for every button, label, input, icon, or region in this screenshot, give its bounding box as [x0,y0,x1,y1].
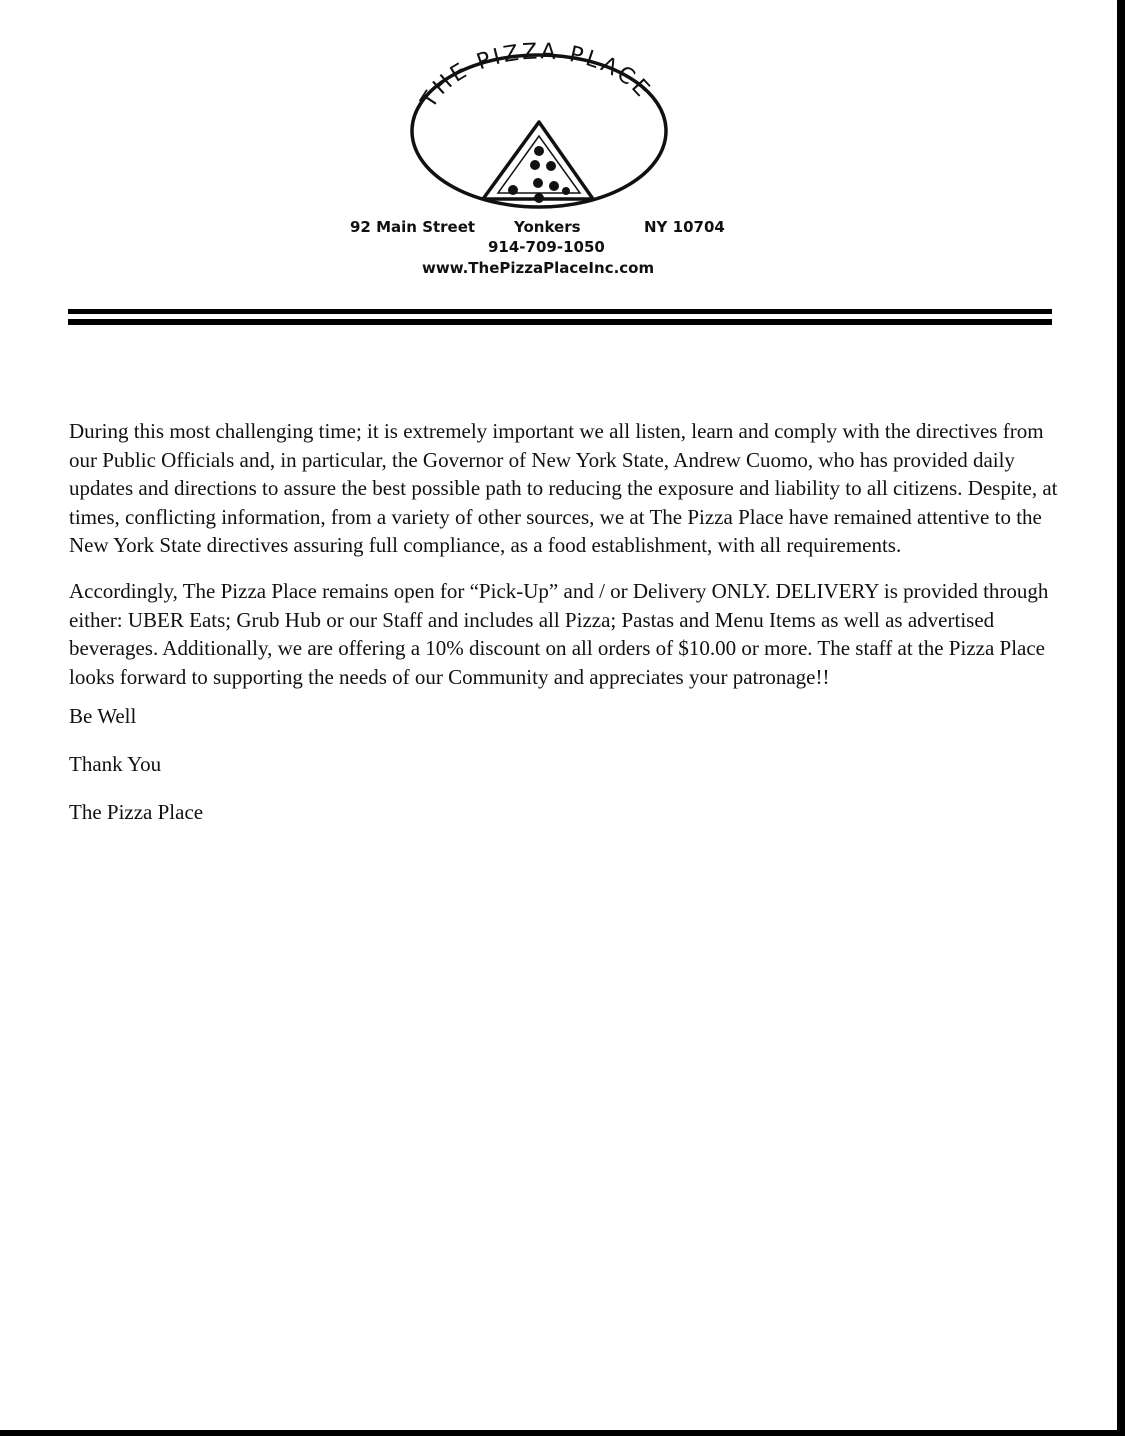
letter-body [69,417,1059,826]
state-zip: NY 10704 [644,218,725,236]
website-url: www.ThePizzaPlaceInc.com [422,259,655,277]
paragraph-directives: During this most challenging time; it is extremely important we all listen, learn and comply with the directives from our Public Officials and, in particular, the Governor of New York State, Andrew Cuomo, who has provided daily updates and directions to assure the best possible path to reducing the exposure and liability to all citizens. Despite, at times, conflicting information, from a variety of other sources, we at The Pizza Place have remained attentive to the New York State directives assuring full compliance, as a food establishment, with all requirements. [69,419,1058,558]
signature: The Pizza Place [69,799,204,824]
closing-thank-you: Thank You [69,751,162,776]
header-rule-top [68,309,1052,314]
logo-graphic [408,32,670,210]
closing-be-well: Be Well [69,704,137,729]
phone-number: 914-709-1050 [488,238,605,256]
pizza-slice-icon [483,122,593,203]
header-rule-bottom [68,319,1052,325]
pizza-place-logo [408,32,670,210]
city: Yonkers [514,218,581,236]
street-address: 92 Main Street [350,218,476,236]
paragraph-delivery: Accordingly, The Pizza Place remains open for “Pick-Up” and / or Delivery ONLY. DELIVERY is provided through either: UBER Eats; Grub Hub or our Staff and includes all Pizza; Pastas and Menu Items as well as advertised beverages. Additionally, we are offering a 10% discount on all orders of $10.00 or more. The staff at the Pizza Place looks forward to supporting the needs of our Community and appreciates your patronage!! [69,578,1049,689]
logo-arc-text: THE PIZZA PLACE [416,39,656,113]
